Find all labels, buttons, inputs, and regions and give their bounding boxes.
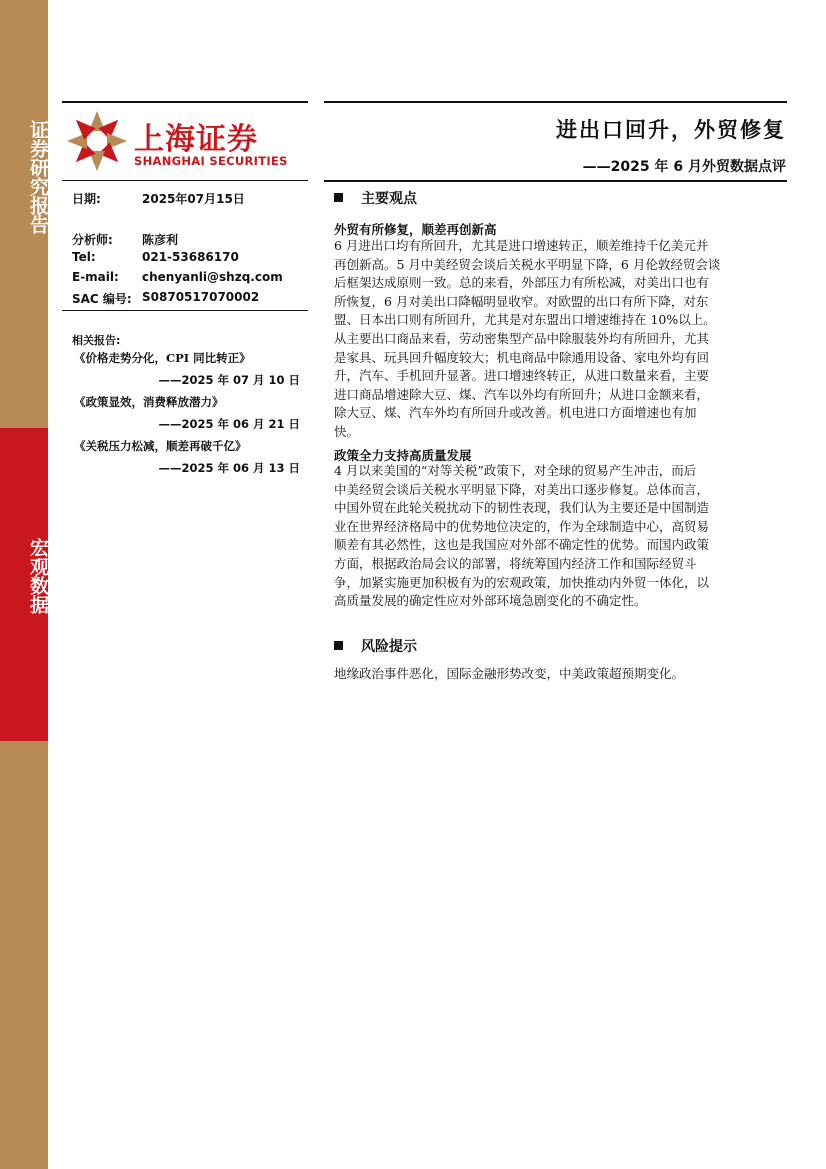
text-line: 快。 [334,423,360,439]
date-label: 日期: [72,192,101,206]
subtitle-rule [324,180,787,182]
text-line: 再创新高。5 月中美经贸会谈后关税水平明显下降，6 月伦敦经贸会谈 [334,256,721,272]
tel-value: 021-53686170 [142,250,239,264]
date-value: 2025年07月15日 [142,192,245,206]
paragraph-risk [334,665,774,684]
text-line: 中国外贸在此轮关税扰动下的韧性表现，我们认为主要还是中国制造 [334,500,710,516]
info-rule [62,180,308,181]
related-report-title[interactable]: 《政策显效，消费释放潜力》 [74,395,224,409]
text-line: 是家具、玩具回升幅度较大；机电商品中除通用设备、家电外均有回 [334,349,710,365]
text-line: 中美经贸会谈后关税水平明显下降，对美出口逐步修复。总体而言， [334,481,710,497]
text-line: 除大豆、煤、汽车外均有所回升或改善。机电进口方面增速也有加 [334,405,697,421]
square-bullet-icon [334,193,343,202]
section-heading-risk: 风险提示 [334,636,417,656]
sac-label: SAC 编号: [72,292,132,306]
text-line: 业在世界经济格局中的优势地位决定的，作为全球制造中心，高贸易 [334,518,710,534]
sac-value: S0870517070002 [142,290,260,304]
text-line: 盟、日本出口则有所回升，尤其是对东盟出口增速维持在 10%以上。 [334,312,716,328]
subheading-trade-recovery: 外贸有所修复，顺差再创新高 [334,222,497,237]
sidebar-category: 宏观数据 [27,538,49,614]
text-line: 从主要出口商品来看，劳动密集型产品中除服装外均有所回升，尤其 [334,330,710,346]
text-line: 所恢复，6 月对美出口降幅明显收窄。对欧盟的出口有所下降，对东 [334,293,709,309]
sidebar-report-type: 证券研究报告 [27,120,49,234]
text-line: 方面，根据政治局会议的部署，将统筹国内经济工作和国际经贸斗 [334,555,697,571]
related-report-title[interactable]: 《关税压力松减，顺差再破千亿》 [74,439,247,453]
logo-mark-icon [66,110,128,172]
paragraph-trade-recovery [334,237,774,442]
report-subtitle: ——2025 年 6 月外贸数据点评 [582,159,786,175]
analyst-label: 分析师: [72,233,113,247]
logo-text-cn: 上海证券 [134,122,258,157]
info-bottom-rule [62,310,308,311]
analyst-value: 陈彦利 [142,233,179,247]
related-report-date: ——2025 年 06 月 13 日 [158,461,300,475]
related-reports-heading: 相关报告: [72,334,121,347]
text-line: 4 月以来美国的“对等关税”政策下，对全球的贸易产生冲击，而后 [334,463,697,478]
text-line: 升，汽车、手机回升显著。进口增速终转正，从进口数量来看，主要 [334,368,710,384]
company-logo [66,110,296,172]
logo-text-en: SHANGHAI SECURITIES [134,154,288,168]
text-line: 顺差有其必然性，这也是我国应对外部不确定性的优势。而国内政策 [334,537,710,553]
text-line: 后框架达成原则一致。总的来看，外部压力有所松减，对美出口也有 [334,275,710,291]
related-report-date: ——2025 年 07 月 10 日 [158,373,300,387]
related-report-date: ——2025 年 06 月 21 日 [158,417,300,431]
text-line: 争，加紧实施更加积极有为的宏观政策，加快推动内外贸一体化，以 [334,574,710,590]
text-line: 进口商品增速除大豆、煤、汽车以外均有所回升；从进口金额来看， [334,386,710,402]
header-rule-left [62,101,308,103]
report-title: 进出口回升，外贸修复 [556,118,786,142]
email-value[interactable]: chenyanli@shzq.com [142,270,283,284]
related-report-title[interactable]: 《价格走势分化，CPI 同比转正》 [74,351,251,365]
email-label: E-mail: [72,270,119,284]
text-line: 地缘政治事件恶化，国际金融形势改变，中美政策超预期变化。 [334,666,685,681]
tel-label: Tel: [72,250,96,264]
subheading-policy-support: 政策全力支持高质量发展 [334,448,472,463]
header-rule-right [324,101,787,103]
text-line: 6 月进出口均有所回升，尤其是进口增速转正，顺差维持千亿美元并 [334,238,709,253]
square-bullet-icon [334,641,343,650]
paragraph-policy-support [334,462,774,611]
section-heading-main-points: 主要观点 [334,188,417,208]
text-line: 高质量发展的确定性应对外部环境急剧变化的不确定性。 [334,593,647,609]
